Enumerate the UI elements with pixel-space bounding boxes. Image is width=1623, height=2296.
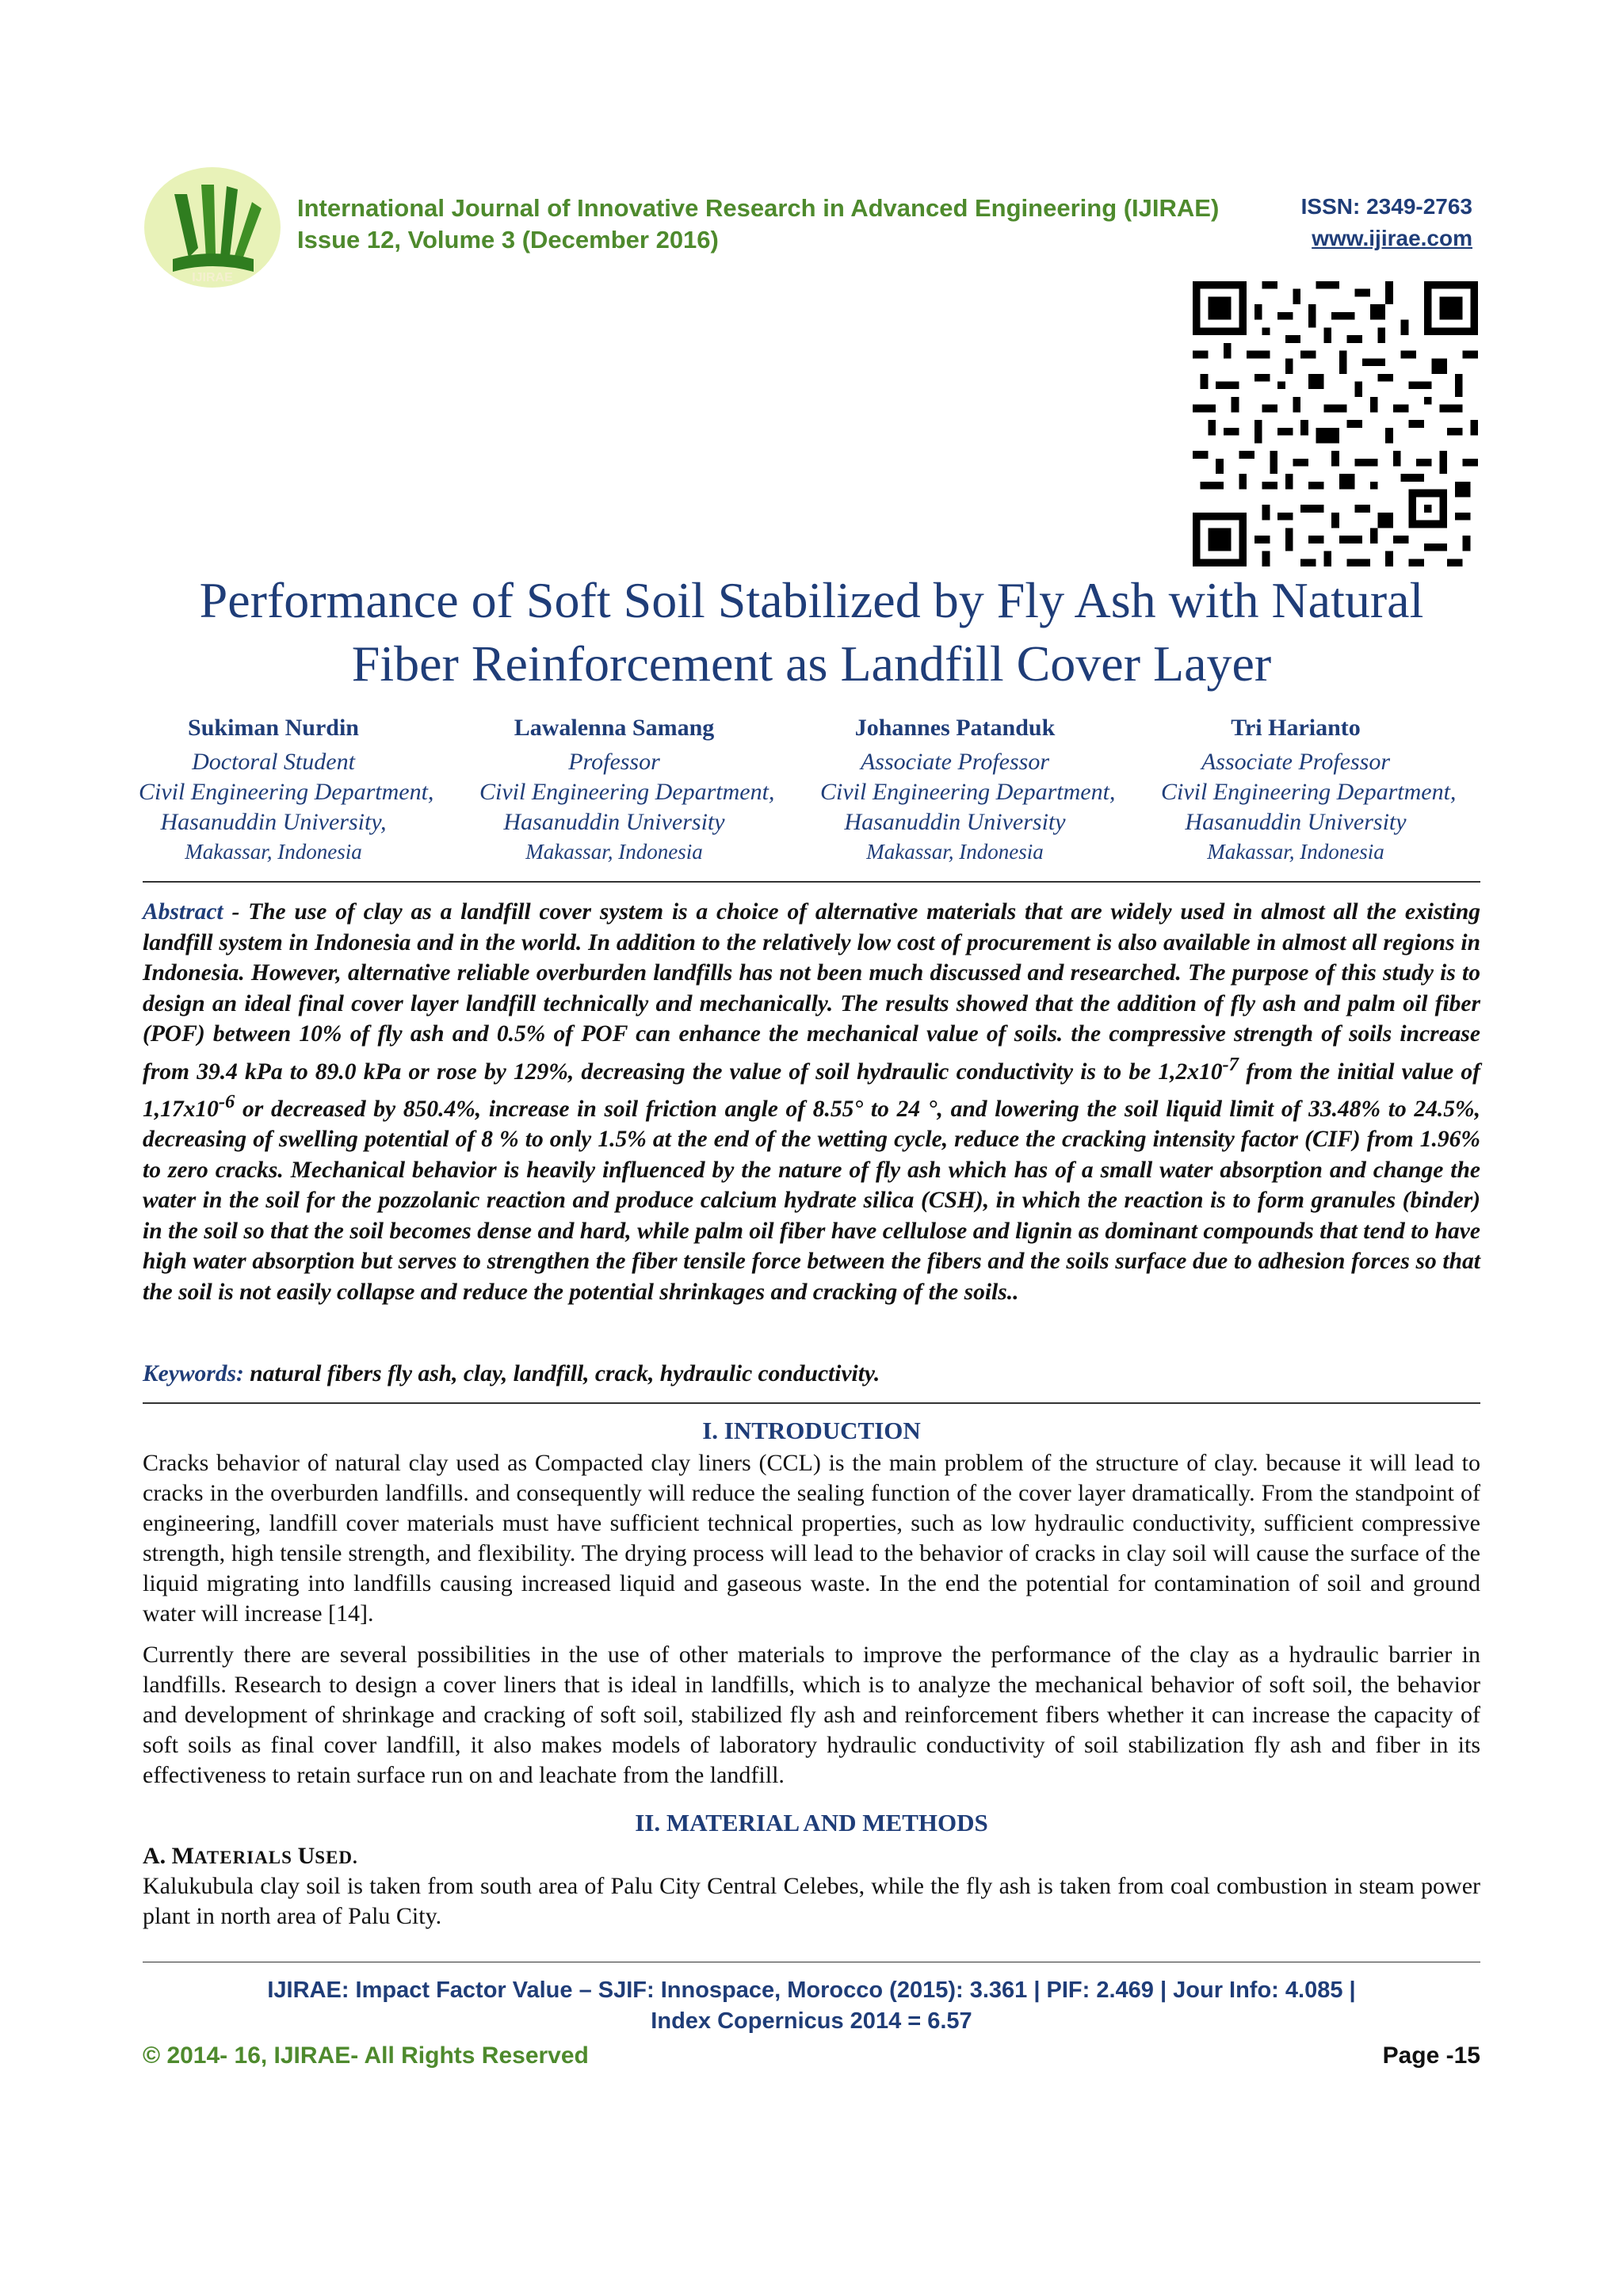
- author-3: [820, 709, 1116, 866]
- subsection-prefix: A. M: [143, 1843, 194, 1869]
- abstract-text: from the initial value of 1,17x10: [143, 1058, 1480, 1122]
- author-role: Doctoral Student: [192, 749, 355, 775]
- abstract-label: Abstract: [143, 899, 223, 925]
- author-name: Tri Harianto: [1231, 715, 1361, 741]
- author-university: Hasanuddin University: [503, 809, 725, 835]
- abstract-superscript: -6: [218, 1090, 235, 1112]
- footer-impact-factor: IJIRAE: Impact Factor Value – SJIF: Innospace, Morocco (2015): 3.361 | PIF: 2.469 | Jour Info: 4.085 |: [267, 1978, 1356, 2003]
- keywords-label: Keywords:: [143, 1361, 244, 1386]
- author-1: [139, 709, 434, 866]
- paragraph: Currently there are several possibilities in the use of other materials to improve the performance of the clay as a hydraulic barrier in landfills. Research to design a cover liners that is ideal in landfills, which is to analyze the mechanical behavior of soft soil, the behavior and development of shrinkage and cracking of soft soil, stabilized fly ash and reinforcement fibers whether it can increase the capacity of soft soils as final cover landfill, it also makes models of laboratory hydraulic conductivity of soil stabilization fly ash and fiber in its effectiveness to retain surface run on and leachate from the landfill.: [143, 1642, 1480, 1788]
- author-city: Makassar, Indonesia: [1207, 840, 1384, 864]
- footer-copyright: © 2014- 16, IJIRAE- All Rights Reserved: [143, 2042, 589, 2069]
- paragraph: Kalukubula clay soil is taken from south area of Palu City Central Celebes, while the fly ash is taken from coal combustion in steam power plant in north area of Palu City.: [143, 1873, 1480, 1929]
- author-block: [139, 709, 1486, 868]
- section-heading-introduction: I. INTRODUCTION: [702, 1417, 921, 1444]
- subsection-capital: U: [297, 1843, 315, 1869]
- logo-text: IJIRAE: [192, 271, 233, 284]
- journal-website-link[interactable]: www.ijirae.com: [1312, 226, 1472, 250]
- author-role: Professor: [568, 749, 660, 775]
- journal-issue: Issue 12, Volume 3 (December 2016): [297, 226, 719, 254]
- abstract: [143, 897, 1480, 1307]
- keywords-text: natural fibers fly ash, clay, landfill, crack, hydraulic conductivity.: [243, 1361, 880, 1386]
- author-city: Makassar, Indonesia: [866, 840, 1044, 864]
- journal-issn: ISSN: 2349-2763: [1300, 194, 1472, 219]
- author-role: Associate Professor: [860, 749, 1050, 775]
- author-department: Civil Engineering Department,: [820, 779, 1116, 805]
- abstract-superscript: -7: [1222, 1053, 1239, 1075]
- paper-title-line-2: Fiber Reinforcement as Landfill Cover Layer: [351, 635, 1272, 692]
- page-number: Page -15: [1382, 2042, 1480, 2069]
- author-university: Hasanuddin University: [844, 809, 1066, 835]
- paper-title: [95, 569, 1528, 696]
- author-role: Associate Professor: [1201, 749, 1391, 775]
- divider: [143, 1402, 1480, 1404]
- author-department: Civil Engineering Department,: [479, 779, 775, 805]
- abstract-text: - The use of clay as a landfill cover system is a choice of alternative materials that are widely used in almost all the existing landfill system in Indonesia and in the world. In addition to the relatively low cost of procurement is also available in almost all regions in Indonesia. However, alternative reliable overburden landfills has not been much discussed and researched. The purpose of this study is to design an ideal final cover layer landfill technically and mechanically. The results showed that the addition of fly ash and palm oil fiber (POF) between 10% of fly ash and 0.5% of POF can enhance the mechanical value of soils. the compressive strength of soils increase from 39.4 kPa to 89.0 kPa or rose by 129%, decreasing the value of soil hydraulic conductivity is to be 1,2x10: [143, 899, 1480, 1085]
- author-university: Hasanuddin University,: [160, 809, 387, 835]
- footer-index: Index Copernicus 2014 = 6.57: [651, 2008, 972, 2034]
- paragraph: Cracks behavior of natural clay used as Compacted clay liners (CCL) is the main problem of the structure of clay. because it will lead to cracks in the overburden landfills. and consequently will reduce the sealing function of the cover layer dramatically. From the standpoint of engineering, landfill cover materials must have sufficient technical properties, such as low hydraulic conductivity, sufficient compressive strength, high tensile strength, and flexibility. The drying process will lead to the behavior of cracks in clay soil will cause the surface of the liquid migrating into landfills causing increased liquid and gaseous waste. In the end the potential for contamination of soil and ground water will increase [14].: [143, 1450, 1480, 1627]
- journal-logo: [141, 162, 284, 289]
- journal-title: International Journal of Innovative Research in Advanced Engineering (IJIRAE): [297, 194, 1220, 222]
- author-city: Makassar, Indonesia: [185, 840, 362, 864]
- section-heading-methods: II. MATERIAL AND METHODS: [635, 1809, 988, 1836]
- subsection-smallcaps: ATERIALS: [193, 1848, 298, 1867]
- author-name: Johannes Patanduk: [854, 715, 1056, 741]
- author-department: Civil Engineering Department,: [139, 779, 434, 805]
- author-4: [1161, 709, 1457, 866]
- divider: [143, 881, 1480, 883]
- author-2: [479, 709, 775, 866]
- author-university: Hasanuddin University: [1185, 809, 1407, 835]
- abstract-text: or decreased by 850.4%, increase in soil friction angle of 8.55° to 24 °, and lowering the soil liquid limit of 33.48% to 24.5%, decreasing of swelling potential of 8 % to only 1.5% at the end of the wetting cycle, reduce the cracking intensity factor (CIF) from 1.96% to zero cracks. Mechanical behavior is heavily influenced by the nature of fly ash which has of a small water absorption and change the water in the soil for the pozzolanic reaction and produce calcium hydrate silica (CSH), in which the reaction is to form granules (binder) in the soil so that the soil becomes dense and hard, while palm oil fiber have cellulose and lignin as dominant compounds that tend to have high water absorption but serves to strengthen the fiber tensile force between the fibers and the soils surface due to adhesion forces so that the soil is not easily collapse and reduce the potential shrinkages and cracking of the soils..: [143, 1096, 1480, 1305]
- qr-code-icon: [1193, 281, 1478, 566]
- author-city: Makassar, Indonesia: [525, 840, 703, 864]
- keywords: [143, 1361, 1480, 1387]
- author-name: Lawalenna Samang: [514, 715, 715, 741]
- paper-title-line-1: Performance of Soft Soil Stabilized by Fly Ash with Natural: [199, 572, 1424, 628]
- author-name: Sukiman Nurdin: [188, 715, 359, 741]
- author-department: Civil Engineering Department,: [1161, 779, 1457, 805]
- subsection-smallcaps: SED.: [315, 1848, 358, 1867]
- subsection-heading: [143, 1843, 358, 1870]
